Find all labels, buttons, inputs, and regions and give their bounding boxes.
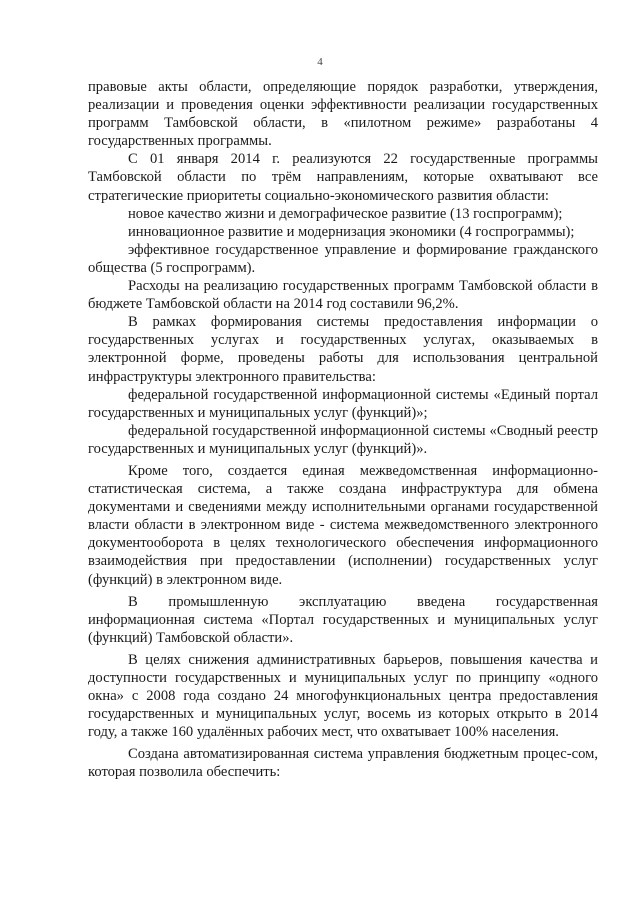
paragraph: Расходы на реализацию государственных программ Тамбовской области в бюджете Тамбовской области на 2014 год составили 96,2%. (88, 278, 598, 313)
page-number: 4 (317, 56, 323, 68)
paragraph: В целях снижения административных барьеров, повышения качества и доступности государственных и муниципальных услуг по принципу «одного окна» с 2008 года создано 24 многофункциональных центра предоставления государственных и муниципальных услуг, восемь из которых открыто в 2014 году, а также 160 удалённых рабочих мест, что охватывает 100% населения. (88, 651, 598, 741)
document-body (88, 78, 598, 782)
paragraph: В промышленную эксплуатацию введена государственная информационная система «Портал государственных и муниципальных услуг (функций) Тамбовской области». (88, 593, 598, 646)
list-item: эффективное государственное управление и формирование гражданского общества (5 госпрограмм). (88, 241, 598, 276)
list-item: федеральной государственной информационной системы «Единый портал государственных и муниципальных услуг (функций)»; (88, 386, 598, 421)
paragraph: В рамках формирования системы предоставления информации о государственных услугах и государственных услугах, оказываемых в электронной форме, проведены работы для использования центральной инфраструктуры электронного правительства: (88, 314, 598, 385)
list-item: инновационное развитие и модернизация экономики (4 госпрограммы); (128, 223, 575, 240)
list-item: новое качество жизни и демографическое развитие (13 госпрограмм); (128, 205, 563, 222)
list-item: федеральной государственной информационной системы «Сводный реестр государственных и муниципальных услуг (функций)». (88, 422, 598, 457)
paragraph: правовые акты области, определяющие порядок разработки, утверждения, реализации и проведения оценки эффективности реализации государственных программ Тамбовской области, в «пилотном режиме» разработаны 4 государственных программы. (88, 79, 598, 150)
paragraph: Создана автоматизированная система управления бюджетным процес-сом, которая позволила обеспечить: (88, 746, 598, 781)
paragraph: Кроме того, создается единая межведомственная информационно-статистическая система, а также создана инфраструктура для обмена документами и сведениями между исполнительными органами государственной власти области в электронном виде - система межведомственного электронного документооборота в целях технологического обеспечения информационного взаимодействия при предоставлении (исполнении) государственных услуг (функций) в электронном виде. (88, 462, 598, 588)
paragraph: С 01 января 2014 г. реализуются 22 государственные программы Тамбовской области по трём направлениям, которые охватывают все стратегические приоритеты социально-экономического развития области: (88, 151, 598, 204)
